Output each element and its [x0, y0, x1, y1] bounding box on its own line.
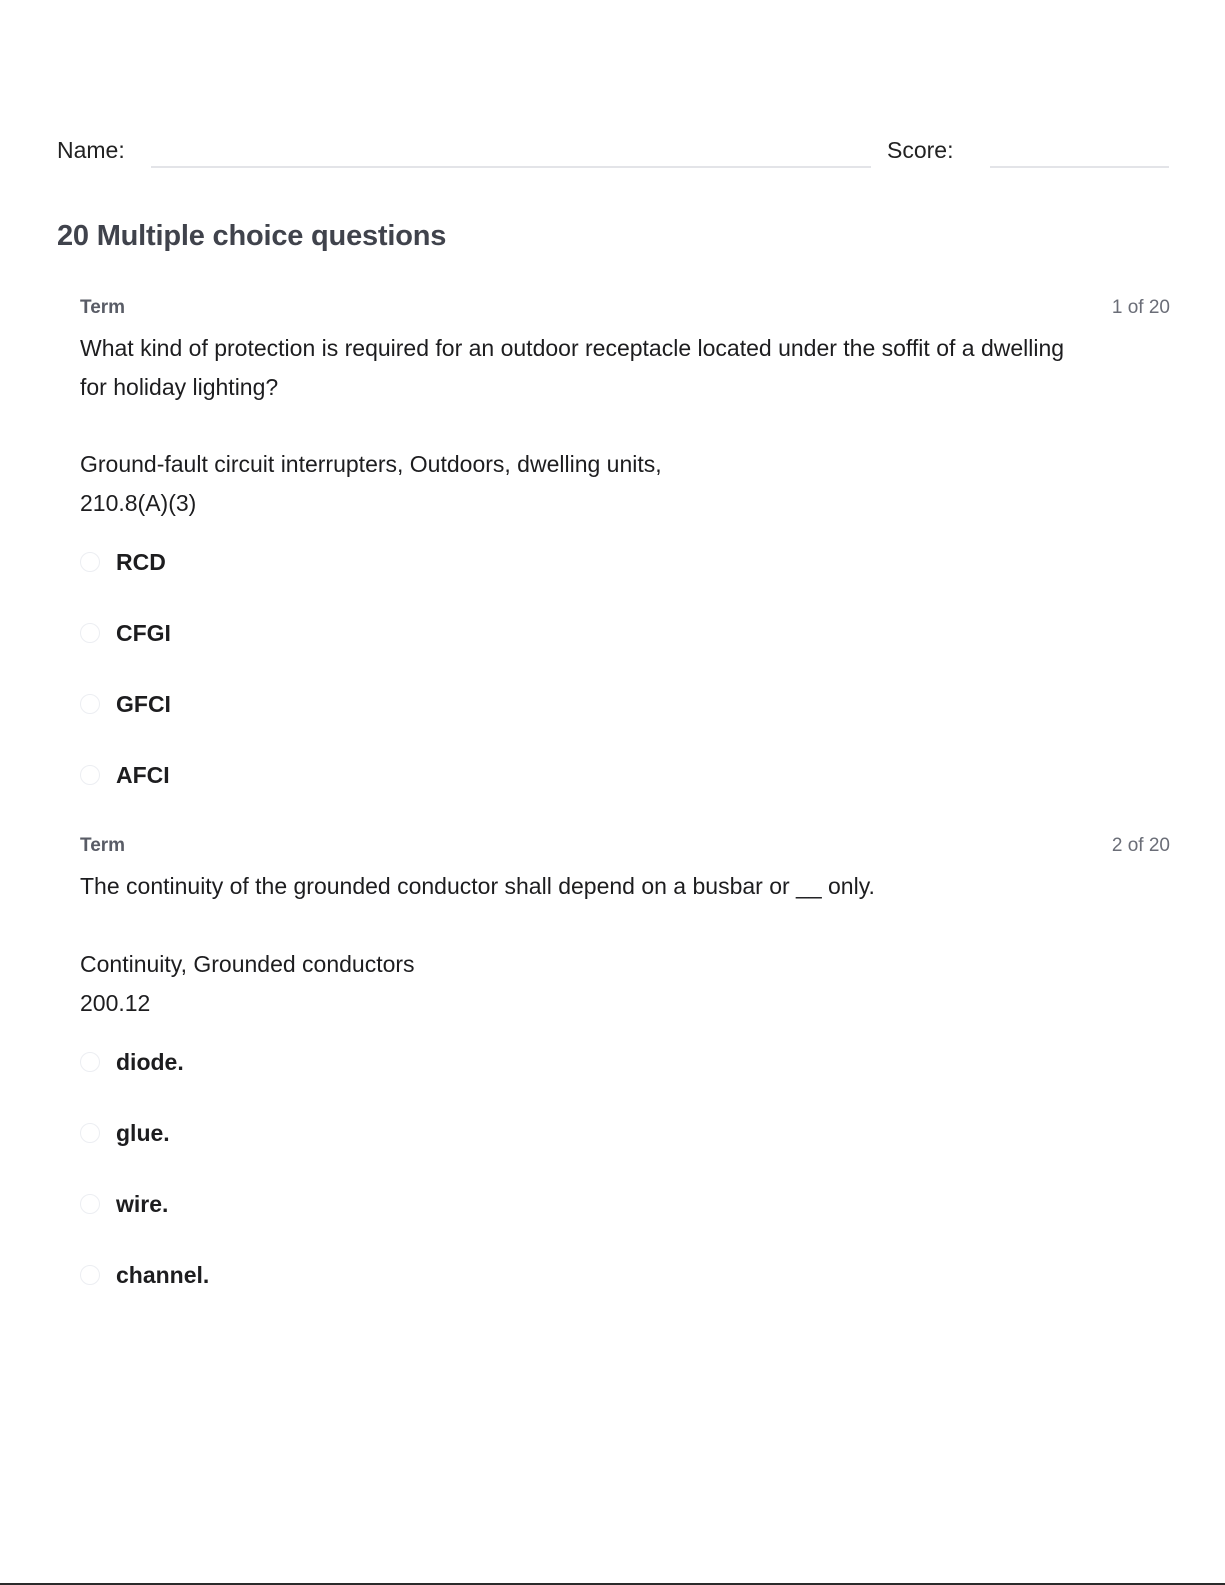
question-card — [80, 297, 1170, 797]
answer-option-label: GFCI — [116, 691, 171, 717]
answer-option-label: diode. — [116, 1049, 184, 1075]
answer-option-label: RCD — [116, 549, 166, 575]
answer-option-label: CFGI — [116, 620, 171, 646]
hint-line: 200.12 — [80, 990, 151, 1016]
section-title: 20 Multiple choice questions — [57, 220, 447, 252]
radio-icon[interactable] — [80, 1123, 100, 1143]
answer-option-label: wire. — [116, 1191, 169, 1217]
radio-icon[interactable] — [80, 694, 100, 714]
hint-line: Continuity, Grounded conductors — [80, 951, 415, 977]
score-field[interactable] — [990, 166, 1169, 168]
answer-option[interactable] — [80, 691, 480, 721]
name-label: Name: — [57, 137, 125, 163]
answer-option[interactable] — [80, 1262, 480, 1292]
radio-icon[interactable] — [80, 1265, 100, 1285]
name-field[interactable] — [151, 166, 871, 168]
answer-option[interactable] — [80, 1120, 480, 1150]
question-prompt: What kind of protection is required for an outdoor receptacle located under the soffit of a dwelling for holiday lighting? — [80, 335, 1065, 400]
question-prompt: The continuity of the grounded conductor shall depend on a busbar or __ only. — [80, 873, 875, 899]
radio-icon[interactable] — [80, 623, 100, 643]
question-counter: 2 of 20 — [1111, 835, 1170, 856]
question-hint — [80, 445, 880, 523]
hint-line: Ground-fault circuit interrupters, Outdoors, dwelling units, — [80, 451, 662, 477]
radio-icon[interactable] — [80, 765, 100, 785]
hint-line: 210.8(A)(3) — [80, 490, 197, 516]
radio-icon[interactable] — [80, 552, 100, 572]
answer-option[interactable] — [80, 549, 480, 579]
term-label: Term — [80, 835, 126, 856]
answer-option[interactable] — [80, 762, 480, 792]
question-hint — [80, 945, 880, 1023]
score-label: Score: — [887, 137, 954, 163]
answer-option[interactable] — [80, 1049, 480, 1079]
radio-icon[interactable] — [80, 1194, 100, 1214]
radio-icon[interactable] — [80, 1052, 100, 1072]
name-score-header — [57, 133, 1169, 173]
answer-option-label: glue. — [116, 1120, 170, 1146]
answer-option[interactable] — [80, 1191, 480, 1221]
term-label: Term — [80, 297, 126, 318]
question-counter: 1 of 20 — [1111, 297, 1170, 318]
question-card — [80, 835, 1170, 1305]
answer-option[interactable] — [80, 620, 480, 650]
answer-option-label: channel. — [116, 1262, 210, 1288]
answer-option-label: AFCI — [116, 762, 170, 788]
